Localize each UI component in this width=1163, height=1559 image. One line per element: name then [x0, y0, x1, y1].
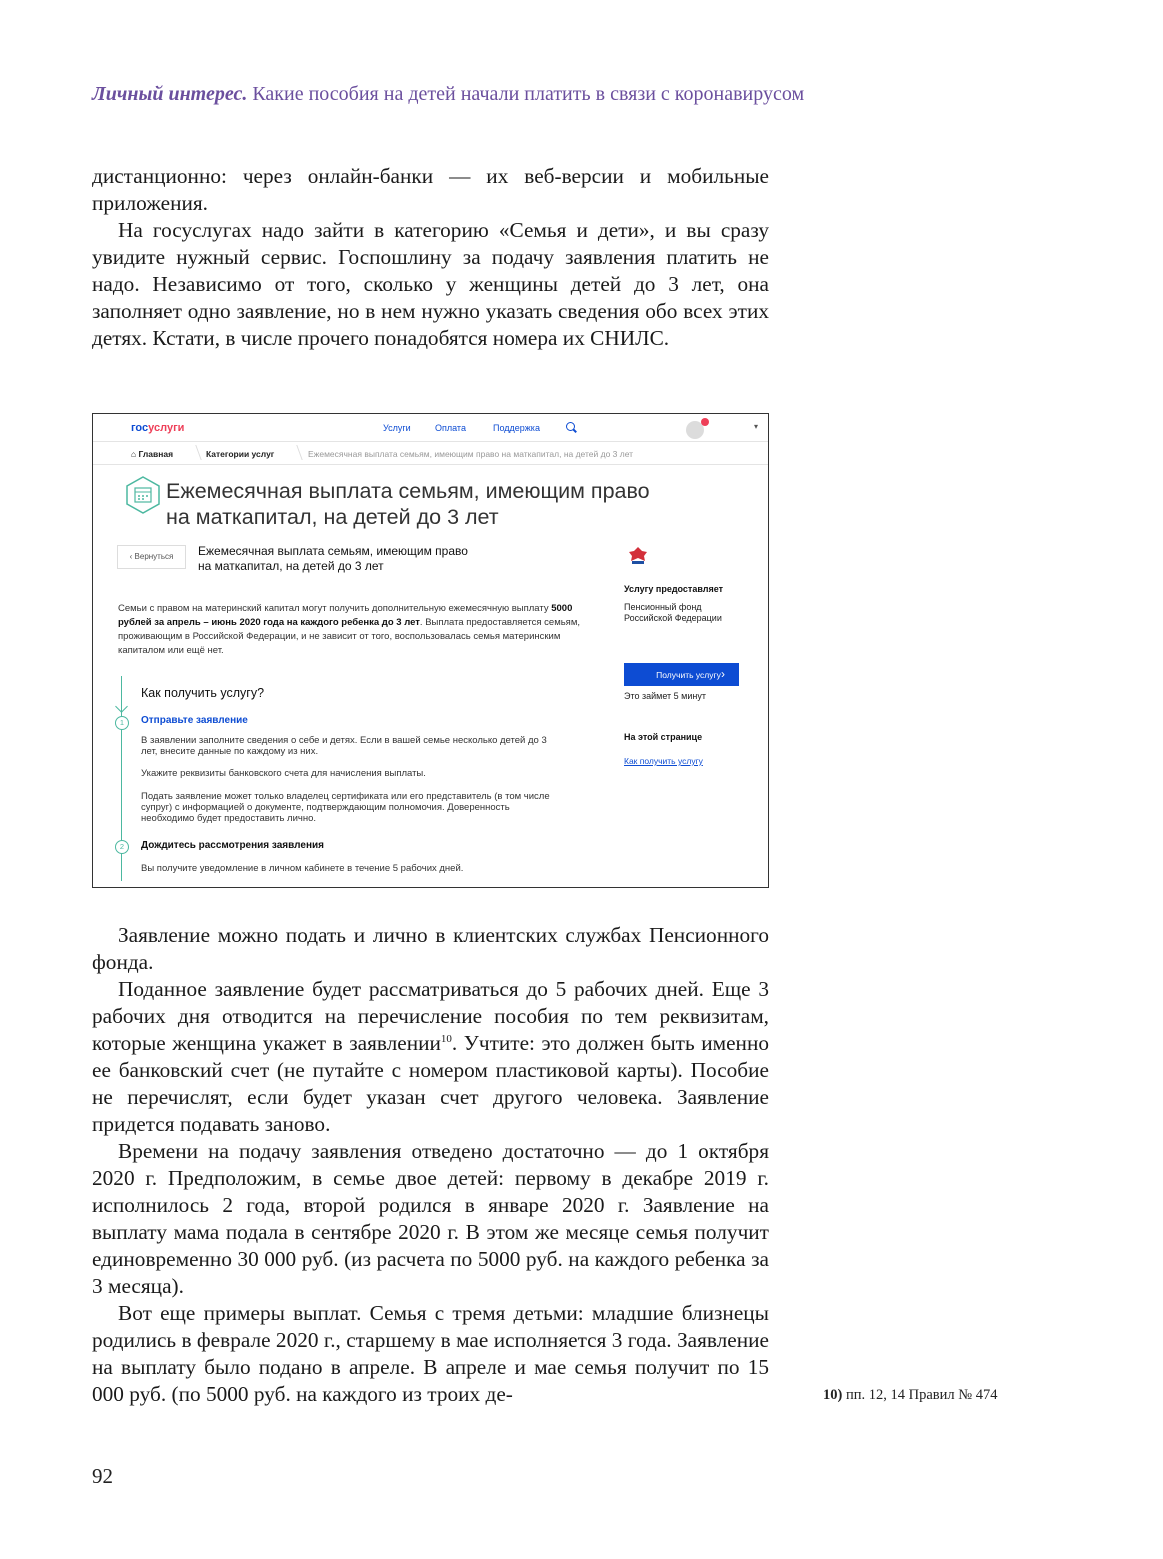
- service-intro: Семьи с правом на материнский капитал могут получить дополнительную ежемесячную выплату 5000 рублей за апрель – июнь 2020 года на каждого ребенка до 3 лет. Выплата предоставляется семьям, проживающим в Российской Федерации, и не зависит от того, воспользовалась семья материнским капиталом или ещё нет.: [118, 603, 580, 656]
- footnote: [823, 1387, 997, 1404]
- breadcrumb: [93, 442, 768, 465]
- paragraph: Поданное заявление будет рассматриваться до 5 рабочих дней. Еще 3 рабочих дня отводится на перечисление пособия по тем реквизитам, которые женщина укажет в заявлении$^{10}$. Учтите: это должен быть именно ее банковский счет (не путайте с номером пластиковой карты). Пособие не перечислят, если будет указан счет другого человека. Заявление придется подавать заново.: [92, 977, 770, 1136]
- how-to-link[interactable]: Как получить услугу: [624, 756, 703, 766]
- nav-payment[interactable]: Оплата: [435, 423, 466, 433]
- header-title: Какие пособия на детей начали платить в связи с коронавирусом: [252, 83, 805, 105]
- paragraph: На госуслугах надо зайти в категорию «Семья и дети», и вы сразу увидите нужный сервис. Госпошлину за подачу заявления платить не надо. Независимо от того, сколько у женщины детей до 3 лет, она заполняет одно заявление, но в нем нужно указать сведения обо всех этих детях. Кстати, в числе прочего понадобятся номера их СНИЛС.: [92, 218, 769, 350]
- service-subtitle: Ежемесячная выплата семьям, имеющим право на маткапитал, на детей до 3 лет: [198, 544, 468, 573]
- chevron-down-icon[interactable]: ▾: [754, 422, 759, 431]
- step-number: 2: [115, 840, 129, 854]
- header-section: Личный интерес.: [92, 83, 248, 105]
- notification-badge: [701, 418, 709, 426]
- breadcrumb-separator: [185, 445, 201, 460]
- chevron-left-icon: ‹: [129, 552, 133, 561]
- step2-text: Вы получите уведомление в личном кабинете в течение 5 рабочих дней.: [141, 863, 464, 874]
- step2-title: Дождитесь рассмотрения заявления: [141, 840, 324, 851]
- paragraph: Времени на подачу заявления отведено достаточно — до 1 октября 2020 г. Предположим, в семье двое детей: первому в декабре 2019 г. исполнилось 2 года, второй родился в январе 2020 г. Заявление на выплату мама подала в сентябре 2020 г. В этом же месяце семья получит единовременно 30 000 руб. (из расчета по 5000 руб. на каждого ребенка за 3 месяца).: [92, 1139, 769, 1298]
- on-page-heading: На этой странице: [624, 732, 703, 742]
- breadcrumb-home[interactable]: ⌂ Главная: [131, 449, 174, 459]
- body-text-bottom: [92, 922, 769, 1408]
- pension-fund-logo: [627, 546, 649, 566]
- step1-text: Укажите реквизиты банковского счета для начисления выплаты.: [141, 768, 426, 779]
- running-header: [92, 83, 1092, 106]
- footnote-ref: 10: [440, 1032, 452, 1045]
- nav-support[interactable]: Поддержка: [493, 423, 540, 433]
- step1-title[interactable]: Отправьте заявление: [141, 715, 248, 726]
- footnote-number: 10): [823, 1387, 843, 1403]
- paragraph: Вот еще примеры выплат. Семья с тремя детьми: младшие близнецы родились в феврале 2020 г., старшему в мае исполняется 3 года. Заявление на выплату было подано в апреле. В апреле и мае семья получит по 15 000 руб. (по 5000 руб. на каждого из троих де-: [92, 1301, 769, 1406]
- calendar-service-icon: [124, 476, 162, 514]
- search-icon[interactable]: [566, 422, 575, 431]
- home-icon: ⌂: [131, 449, 137, 459]
- gosuslugi-screenshot: [92, 413, 769, 888]
- page-number: 92: [92, 1464, 113, 1488]
- footnote-text: пп. 12, 14 Правил № 474: [845, 1387, 998, 1403]
- page-title: Ежемесячная выплата семьям, имеющим право на маткапитал, на детей до 3 лет: [166, 479, 650, 529]
- site-header: [93, 414, 768, 442]
- back-button[interactable]: ‹ Вернуться: [117, 545, 186, 569]
- nav-services[interactable]: Услуги: [383, 423, 411, 433]
- step1-text: В заявлении заполните сведения о себе и детях. Если в вашей семье несколько детей до 3 лет, внесите данные по каждому из них.: [141, 735, 547, 757]
- paragraph: Заявление можно подать и лично в клиентских службах Пенсионного фонда.: [92, 923, 769, 974]
- provider-label: Услугу предоставляет: [624, 584, 724, 594]
- get-service-button[interactable]: Получить услугу ›: [624, 663, 739, 686]
- duration-text: Это займет 5 минут: [624, 691, 706, 701]
- gosuslugi-logo[interactable]: госуслуги: [131, 422, 185, 434]
- arrow-down-icon: [115, 700, 128, 713]
- body-text-top: [92, 163, 769, 352]
- chevron-right-icon: ›: [721, 667, 725, 681]
- breadcrumb-separator: [286, 445, 302, 460]
- step-number: 1: [115, 716, 129, 730]
- how-to-heading: Как получить услугу?: [141, 686, 265, 700]
- step1-text: Подать заявление может только владелец сертификата или его представитель (в том числе супруг) с информацией о документе, подтверждающим полномочия. Доверенность необходимо будет предоставить лично.: [141, 791, 550, 824]
- breadcrumb-current: Ежемесячная выплата семьям, имеющим право на маткапитал, на детей до 3 лет: [308, 449, 634, 459]
- breadcrumb-categories[interactable]: Категории услуг: [206, 449, 275, 459]
- paragraph: дистанционно: через онлайн-банки — их веб-версии и мобильные приложения.: [92, 164, 769, 215]
- provider-name: Пенсионный фонд Российской Федерации: [624, 602, 722, 623]
